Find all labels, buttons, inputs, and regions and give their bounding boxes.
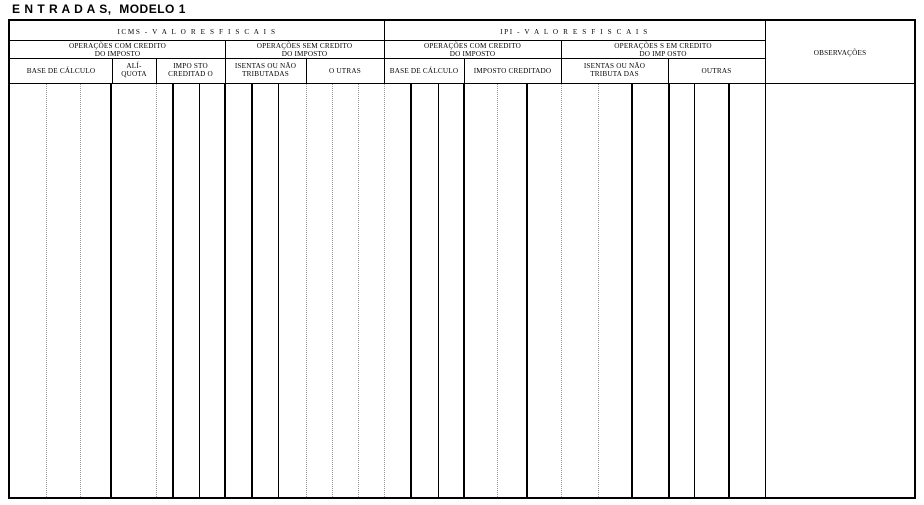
body-line <box>694 84 695 497</box>
body-line <box>278 84 279 497</box>
body-line <box>668 84 670 497</box>
body-line <box>224 84 226 497</box>
ipi-imposto-creditado-label: IMPOSTO CREDITADO <box>473 67 552 75</box>
body-line <box>463 84 465 497</box>
header-line-bottom <box>10 83 914 84</box>
observacoes-label: OBSERVAÇÕES <box>813 49 867 57</box>
ipi-isentas-label: ISENTAS OU NÃO TRIBUTA DAS <box>583 62 646 78</box>
body-line <box>497 84 498 497</box>
body-line <box>438 84 439 497</box>
body-line <box>46 84 47 497</box>
header-line-group <box>10 58 765 59</box>
ipi-outras-label: OUTRAS <box>701 67 732 75</box>
ipi-header: IPI - V A L O R E S F I S C A I S <box>500 28 649 36</box>
icms-com-credito-label: OPERAÇÕES COM CREDITO DO IMPOSTO <box>68 42 167 58</box>
body-line <box>306 84 307 497</box>
body-line <box>156 84 157 497</box>
icms-isentas-label: ISENTAS OU NÃO TRIBUTADAS <box>234 62 297 78</box>
icms-outras-label: O UTRAS <box>329 67 361 75</box>
body-line <box>80 84 81 497</box>
body-line <box>332 84 333 497</box>
ledger-form <box>8 19 916 499</box>
ipi-com-credito-label: OPERAÇÕES COM CREDITO DO IMPOSTO <box>423 42 522 58</box>
body-line <box>598 84 599 497</box>
body-line <box>561 84 562 497</box>
header-line-top <box>10 40 765 41</box>
icms-aliquota-label: ALÍ- QUOTA <box>121 62 147 78</box>
body-line <box>384 84 385 497</box>
icms-header: ICMS - V A L O R E S F I S C A I S <box>117 28 277 36</box>
body-line <box>410 84 412 497</box>
body-line <box>172 84 174 497</box>
icms-sem-credito-label: OPERAÇÕES SEM CREDITO DO IMPOSTO <box>256 42 353 58</box>
icms-base-calculo-label: BASE DE CÁLCULO <box>26 67 96 75</box>
ipi-base-calculo-label: BASE DE CÁLCULO <box>389 67 459 75</box>
body-line <box>358 84 359 497</box>
body-line <box>251 84 253 497</box>
divider-observacoes <box>765 21 766 497</box>
body-line <box>199 84 200 497</box>
icms-imposto-creditado-label: IMPO STO CREDITAD O <box>168 62 213 78</box>
body-line <box>631 84 633 497</box>
form-title: E N T R A D A S, MODELO 1 <box>12 2 186 16</box>
ipi-sem-credito-label: OPERAÇÕES S EM CREDITO DO IMP OSTO <box>614 42 712 58</box>
body-line <box>526 84 528 497</box>
body-line <box>110 84 112 497</box>
body-line <box>728 84 730 497</box>
